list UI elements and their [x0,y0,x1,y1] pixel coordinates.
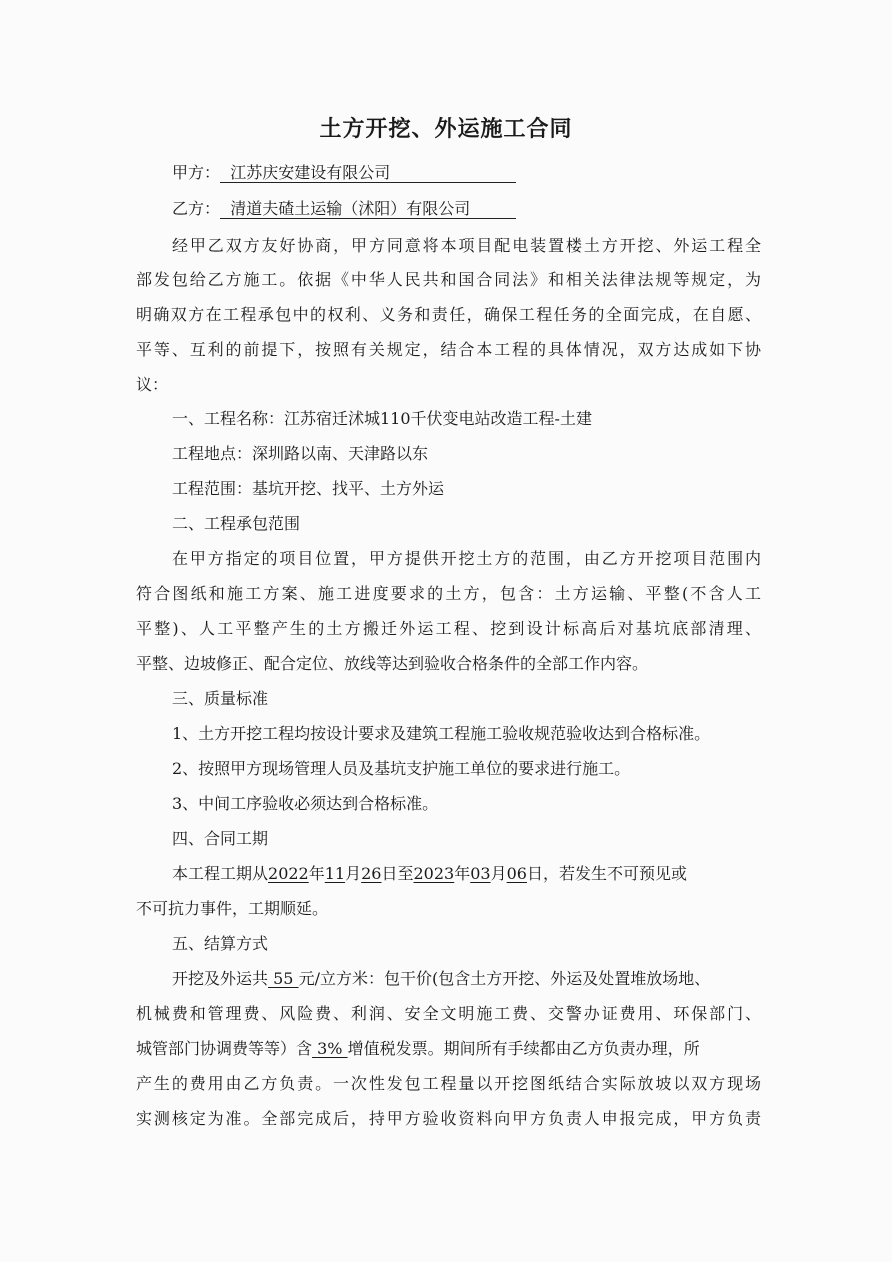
party-b-name: 清道夫碴土运输（沭阳）有限公司 [220,200,516,219]
contract-title: 土方开挖、外运施工合同 [319,117,573,142]
end-year: 2023 [413,864,455,883]
unit-price: 55 [273,969,294,988]
section1-heading: 一、工程名称：江苏宿迁沭城110千伏变电站改造工程-土建 [172,409,592,428]
intro-line: 部发包给乙方施工。依据《中华人民共和国合同法》和相关法律法规等规定，为 [136,270,761,289]
payment-line: 机械费和管理费、风险费、利润、安全文明施工费、交警办证费用、环保部门、 [136,1004,761,1023]
party-b-label: 乙方： [172,199,221,218]
party-b-line [172,199,797,219]
payment-line: 实测核定为准。全部完成后，持甲方验收资料向甲方负责人申报完成，甲方负责 [136,1109,761,1128]
payment-line: 开挖及外运共 55 元/立方米：包干价(包含土方开挖、外运及处置堆放场地、 [172,969,711,988]
payment-line: 城管部门协调费等等）含 3% 增值税发票。期间所有手续都由乙方负责办理，所 [136,1039,700,1058]
intro-line: 经甲乙双方友好协商，甲方同意将本项目配电装置楼土方开挖、外运工程全 [172,236,761,255]
schedule-line: 本工程工期从2022年11月26日至2023年03月06日，若发生不可预见或 [172,864,687,883]
end-month: 03 [470,864,491,883]
party-a-label: 甲方： [172,163,221,182]
project-scope: 工程范围：基坑开挖、找平、土方外运 [172,479,445,498]
intro-line: 平等、互利的前提下，按照有关规定，结合本工程的具体情况，双方达成如下协 [136,340,761,359]
section5-heading: 五、结算方式 [172,934,269,953]
project-location: 工程地点：深圳路以南、天津路以东 [172,444,429,463]
section4-heading: 四、合同工期 [172,829,269,848]
schedule-line-2: 不可抗力事件，工期顺延。 [136,899,329,918]
quality-item: 3、中间工序验收必须达到合格标准。 [172,794,439,813]
start-month: 11 [324,864,346,883]
intro-line: 议： [136,375,169,394]
payment-line: 产生的费用由乙方负责。一次性发包工程量以开挖图纸结合实际放坡以双方现场 [136,1074,761,1093]
section2-line: 符合图纸和施工方案、施工进度要求的土方，包含：土方运输、平整(不含人工 [136,584,761,603]
section3-heading: 三、质量标准 [172,689,269,708]
section2-line: 平整、边坡修正、配合定位、放线等达到验收合格条件的全部工作内容。 [136,654,649,673]
party-a-name: 江苏庆安建设有限公司 [220,164,516,183]
start-year: 2022 [268,864,309,883]
start-day: 26 [361,864,382,883]
section2-line: 在甲方指定的项目位置，甲方提供开挖土方的范围，由乙方开挖项目范围内 [172,549,761,568]
section2-line: 平整)、人工平整产生的土方搬迁外运工程、挖到设计标高后对基坑底部清理、 [136,619,761,638]
tax-rate: 3% [317,1039,343,1058]
section2-heading: 二、工程承包范围 [172,514,301,533]
quality-item: 1、土方开挖工程均按设计要求及建筑工程施工验收规范验收达到合格标准。 [172,724,711,743]
end-day: 06 [506,864,527,883]
party-a-line [172,163,797,183]
intro-line: 明确双方在工程承包中的权利、义务和责任，确保工程任务的全面完成，在自愿、 [136,305,761,324]
quality-item: 2、按照甲方现场管理人员及基坑支护施工单位的要求进行施工。 [172,759,631,778]
